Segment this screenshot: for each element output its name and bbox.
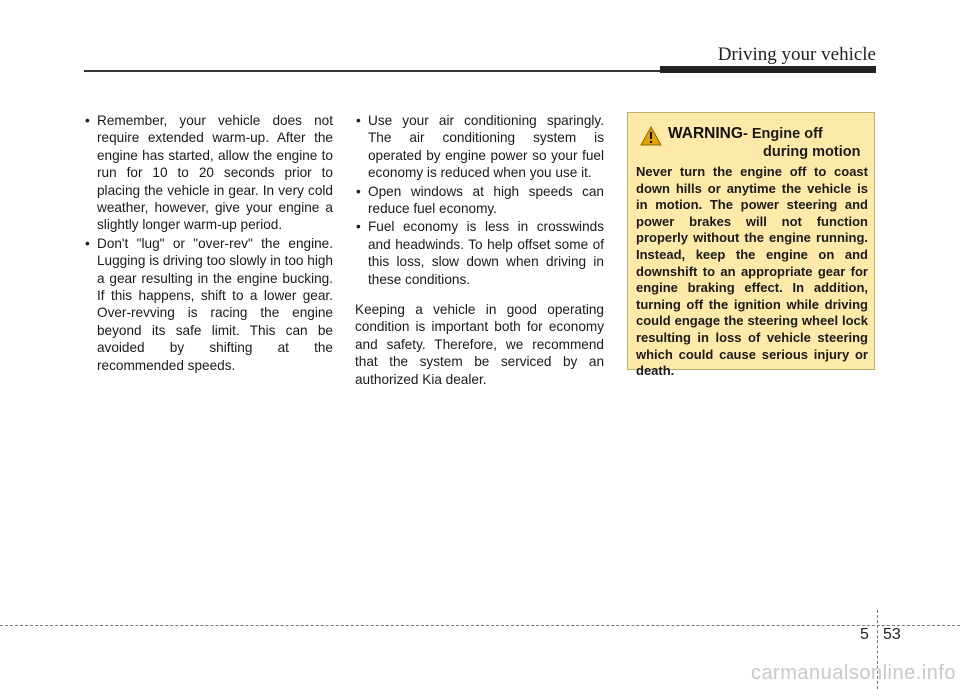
middle-column <box>355 112 604 388</box>
page-number: 53 <box>883 626 901 643</box>
list-item: • Don't "lug" or "over-rev" the engine. Lugging is driving too slowly in too high a gear resulting in the engine bucking. If this happens, shift to a lower gear. Over-revving is racing the engine beyond its safe limit. This can be avoided by shifting at the recommended speeds. <box>85 235 333 373</box>
header-rule <box>84 70 660 72</box>
bullet-icon: • <box>356 219 361 235</box>
warning-subtitle: - Engine off <box>743 126 823 142</box>
warning-body: Never turn the engine off to coast down hills or anytime the vehicle is in motion. The power steering and power brakes will not function properly without the engine running. Instead, keep the engine on and downshift to an appropriate gear for engine braking effect. In addition, turning off the ignition while driving could engage the steering wheel lock resulting in loss of vehicle steering which could cause serious injury or death. <box>636 164 868 379</box>
left-bullet-list <box>84 112 333 374</box>
bullet-icon: • <box>356 183 361 199</box>
warning-subtitle-line2: during motion <box>763 144 861 160</box>
list-item: • Open windows at high speeds can reduce fuel economy. <box>356 183 604 217</box>
bullet-icon: • <box>356 113 361 128</box>
bullet-icon: • <box>85 235 90 251</box>
maintenance-paragraph: Keeping a vehicle in good operating condition is important both for economy and safety. Therefore, we recommend that the system be serviced by an authorized Kia dealer. <box>355 302 604 387</box>
warning-label: WARNING <box>668 125 743 142</box>
footer-rule <box>0 625 960 626</box>
list-item: • Fuel economy is less in crosswinds and headwinds. To help offset some of this loss, slow down when driving in these conditions. <box>356 219 604 287</box>
left-column <box>84 112 333 375</box>
warning-box <box>627 112 875 379</box>
header-rule-accent <box>660 66 876 73</box>
watermark: carmanualsonline.info <box>750 662 956 684</box>
chapter-number: 5 <box>860 626 869 643</box>
bullet-icon: • <box>85 113 90 128</box>
list-item: • Use your air conditioning sparingly. The air conditioning system is operated by engine power so your fuel economy is reduced when you use it. <box>356 113 604 181</box>
list-item: • Remember, your vehicle does not require extended warm-up. After the engine has started, allow the engine to run for 10 to 20 seconds prior to placing the vehicle in gear. In very cold weather, however, give your engine a slightly longer warm-up period. <box>85 113 333 233</box>
warning-triangle-icon <box>640 126 662 146</box>
middle-bullet-list <box>355 112 604 288</box>
page-header-title: Driving your vehicle <box>717 44 876 65</box>
